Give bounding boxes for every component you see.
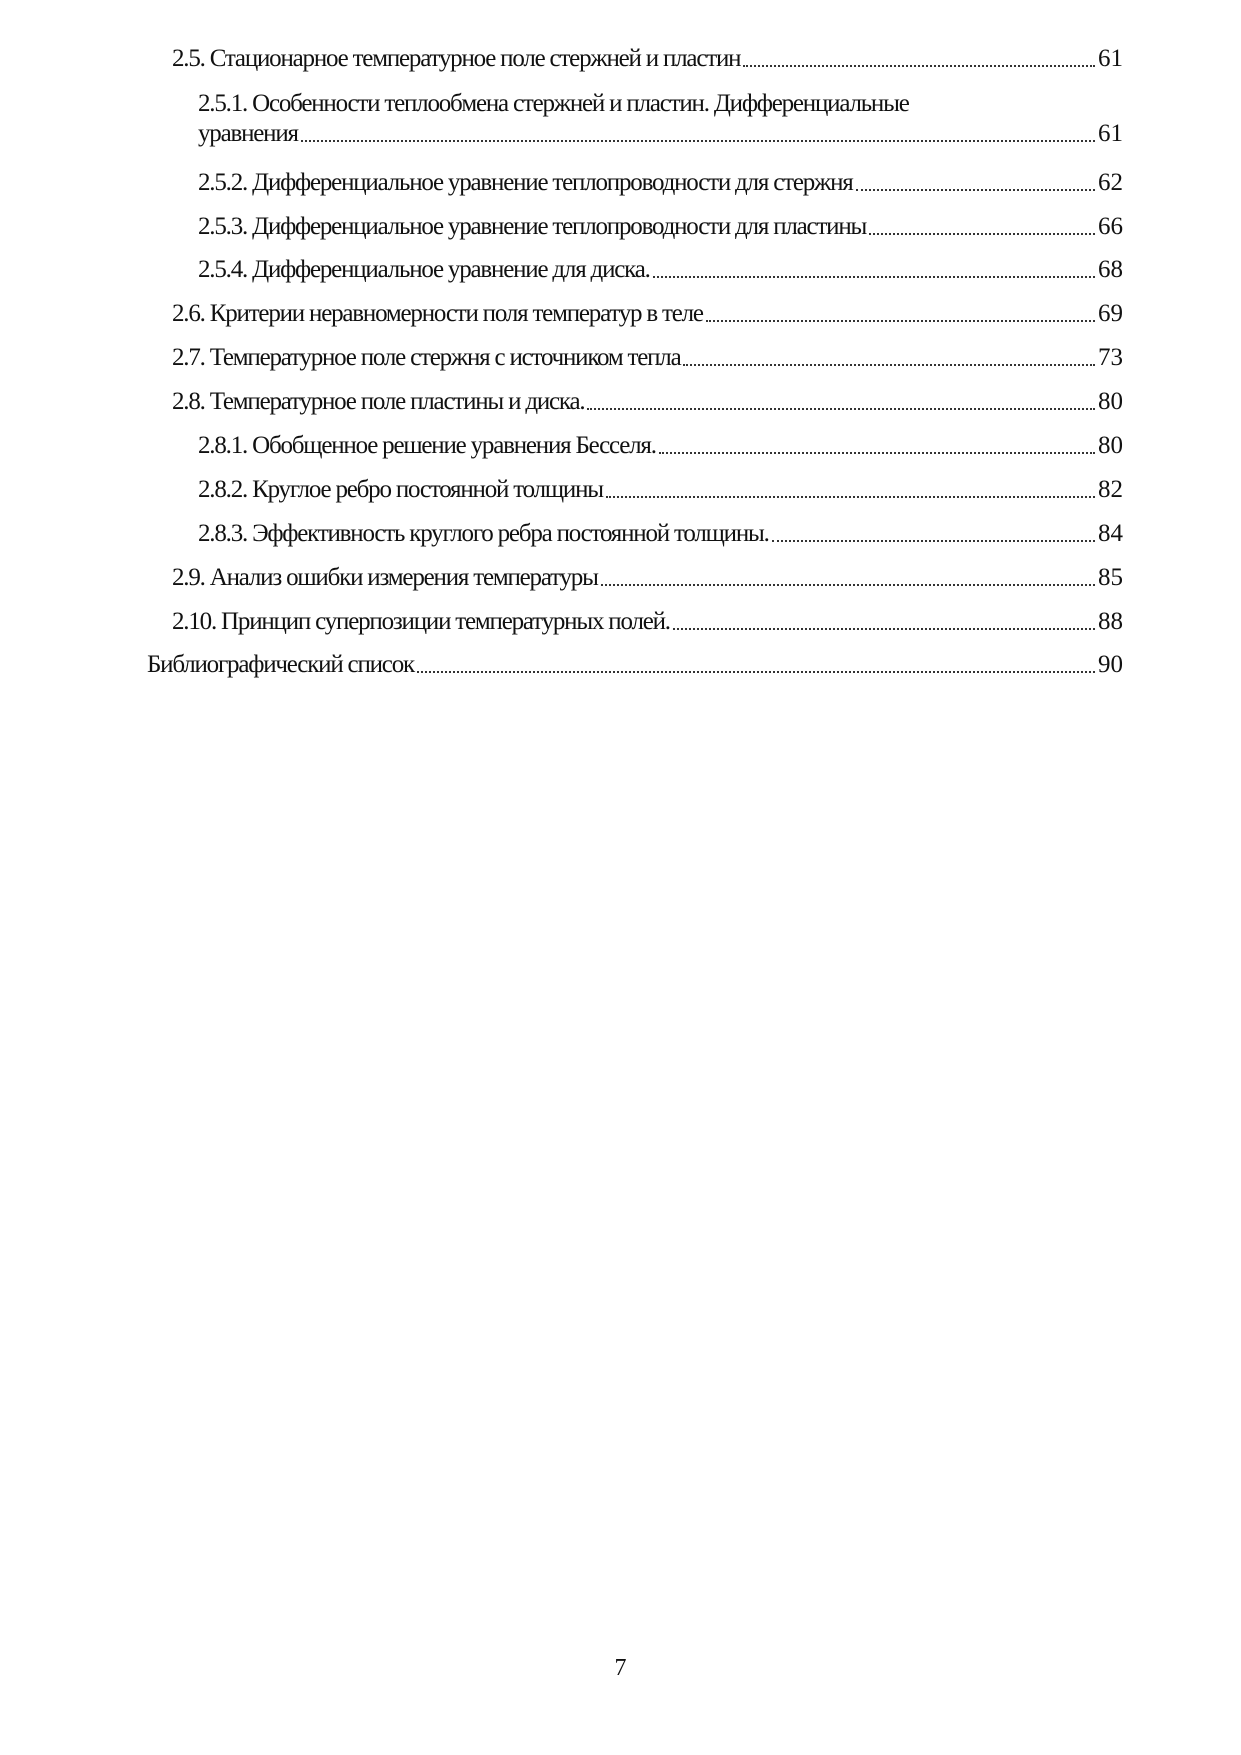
toc-entry-title: 2.8.1. Обобщенное решение уравнения Бесселя. [198,432,656,459]
dot-leader [301,140,1095,142]
toc-entry-page: 80 [1098,388,1123,415]
dot-leader [673,628,1095,630]
toc-entry-title: 2.9. Анализ ошибки измерения температуры [172,564,598,591]
toc-entry-2-6[interactable] [172,299,1123,329]
toc-entry-bibliography[interactable] [147,650,1123,680]
toc-entry-2-5-4[interactable] [198,255,1123,285]
toc-entry-title: 2.7. Температурное поле стержня с источником тепла [172,344,681,371]
toc-entry-title-line1: 2.5.1. Особенности теплообмена стержней и пластин. Дифференциальные [198,90,909,117]
toc-entry-2-10[interactable] [172,607,1123,637]
page-number: 7 [614,1655,627,1681]
dot-leader [856,189,1095,191]
dot-leader [587,408,1095,410]
toc-entry-title: 2.6. Критерии неравномерности поля температур в теле [172,300,703,327]
toc-entry-title-line2: уравнения [198,120,298,147]
toc-entry-page: 80 [1098,432,1123,459]
toc-entry-title: 2.8.3. Эффективность круглого ребра постоянной толщины. [198,520,769,547]
toc-entry-page: 85 [1098,564,1123,591]
toc-entry-page: 69 [1098,300,1123,327]
dot-leader [706,320,1095,322]
toc-entry-2-8[interactable] [172,387,1123,417]
toc-entry-2-8-1[interactable] [198,431,1123,461]
toc-entry-page: 90 [1098,651,1123,678]
toc-entry-page: 61 [1098,45,1123,72]
toc-entry-title: 2.10. Принцип суперпозиции температурных полей. [172,608,670,635]
toc-entry-title: 2.5.4. Дифференциальное уравнение для диска. [198,256,650,283]
toc-entry-page: 62 [1098,169,1123,196]
toc-entry-page: 61 [1098,120,1123,147]
toc-entry-title: 2.5.3. Дифференциальное уравнение теплопроводности для пластины [198,213,867,240]
dot-leader [683,364,1095,366]
dot-leader [869,233,1095,235]
dot-leader [653,276,1095,278]
dot-leader [601,584,1095,586]
toc-entry-2-5-1[interactable] [198,89,1123,149]
toc-entry-2-5-3[interactable] [198,212,1123,242]
toc-entry-2-7[interactable] [172,343,1123,373]
dot-leader [606,496,1095,498]
toc-entry-2-5-2[interactable] [198,168,1123,198]
toc-entry-2-8-2[interactable] [198,475,1123,505]
toc-entry-title-line2-row [198,119,1123,149]
toc-entry-title: 2.5.2. Дифференциальное уравнение теплопроводности для стержня [198,169,853,196]
toc-entry-page: 68 [1098,256,1123,283]
dot-leader [743,65,1095,67]
toc-entry-2-9[interactable] [172,563,1123,593]
toc-entry-title: Библиографический список [147,651,414,678]
toc-entry-2-8-3[interactable] [198,519,1123,549]
toc-entry-page: 66 [1098,213,1123,240]
toc-entry-title: 2.8. Температурное поле пластины и диска. [172,388,585,415]
toc-entry-page: 82 [1098,476,1123,503]
dot-leader [417,671,1095,673]
toc-entry-page: 73 [1098,344,1123,371]
toc-entry-page: 88 [1098,608,1123,635]
toc-entry-title: 2.5. Стационарное температурное поле стержней и пластин [172,45,741,72]
dot-leader [772,540,1095,542]
toc-entry-2-5[interactable] [172,44,1123,74]
toc-entry-page: 84 [1098,520,1123,547]
dot-leader [659,452,1095,454]
toc-entry-title: 2.8.2. Круглое ребро постоянной толщины [198,476,603,503]
